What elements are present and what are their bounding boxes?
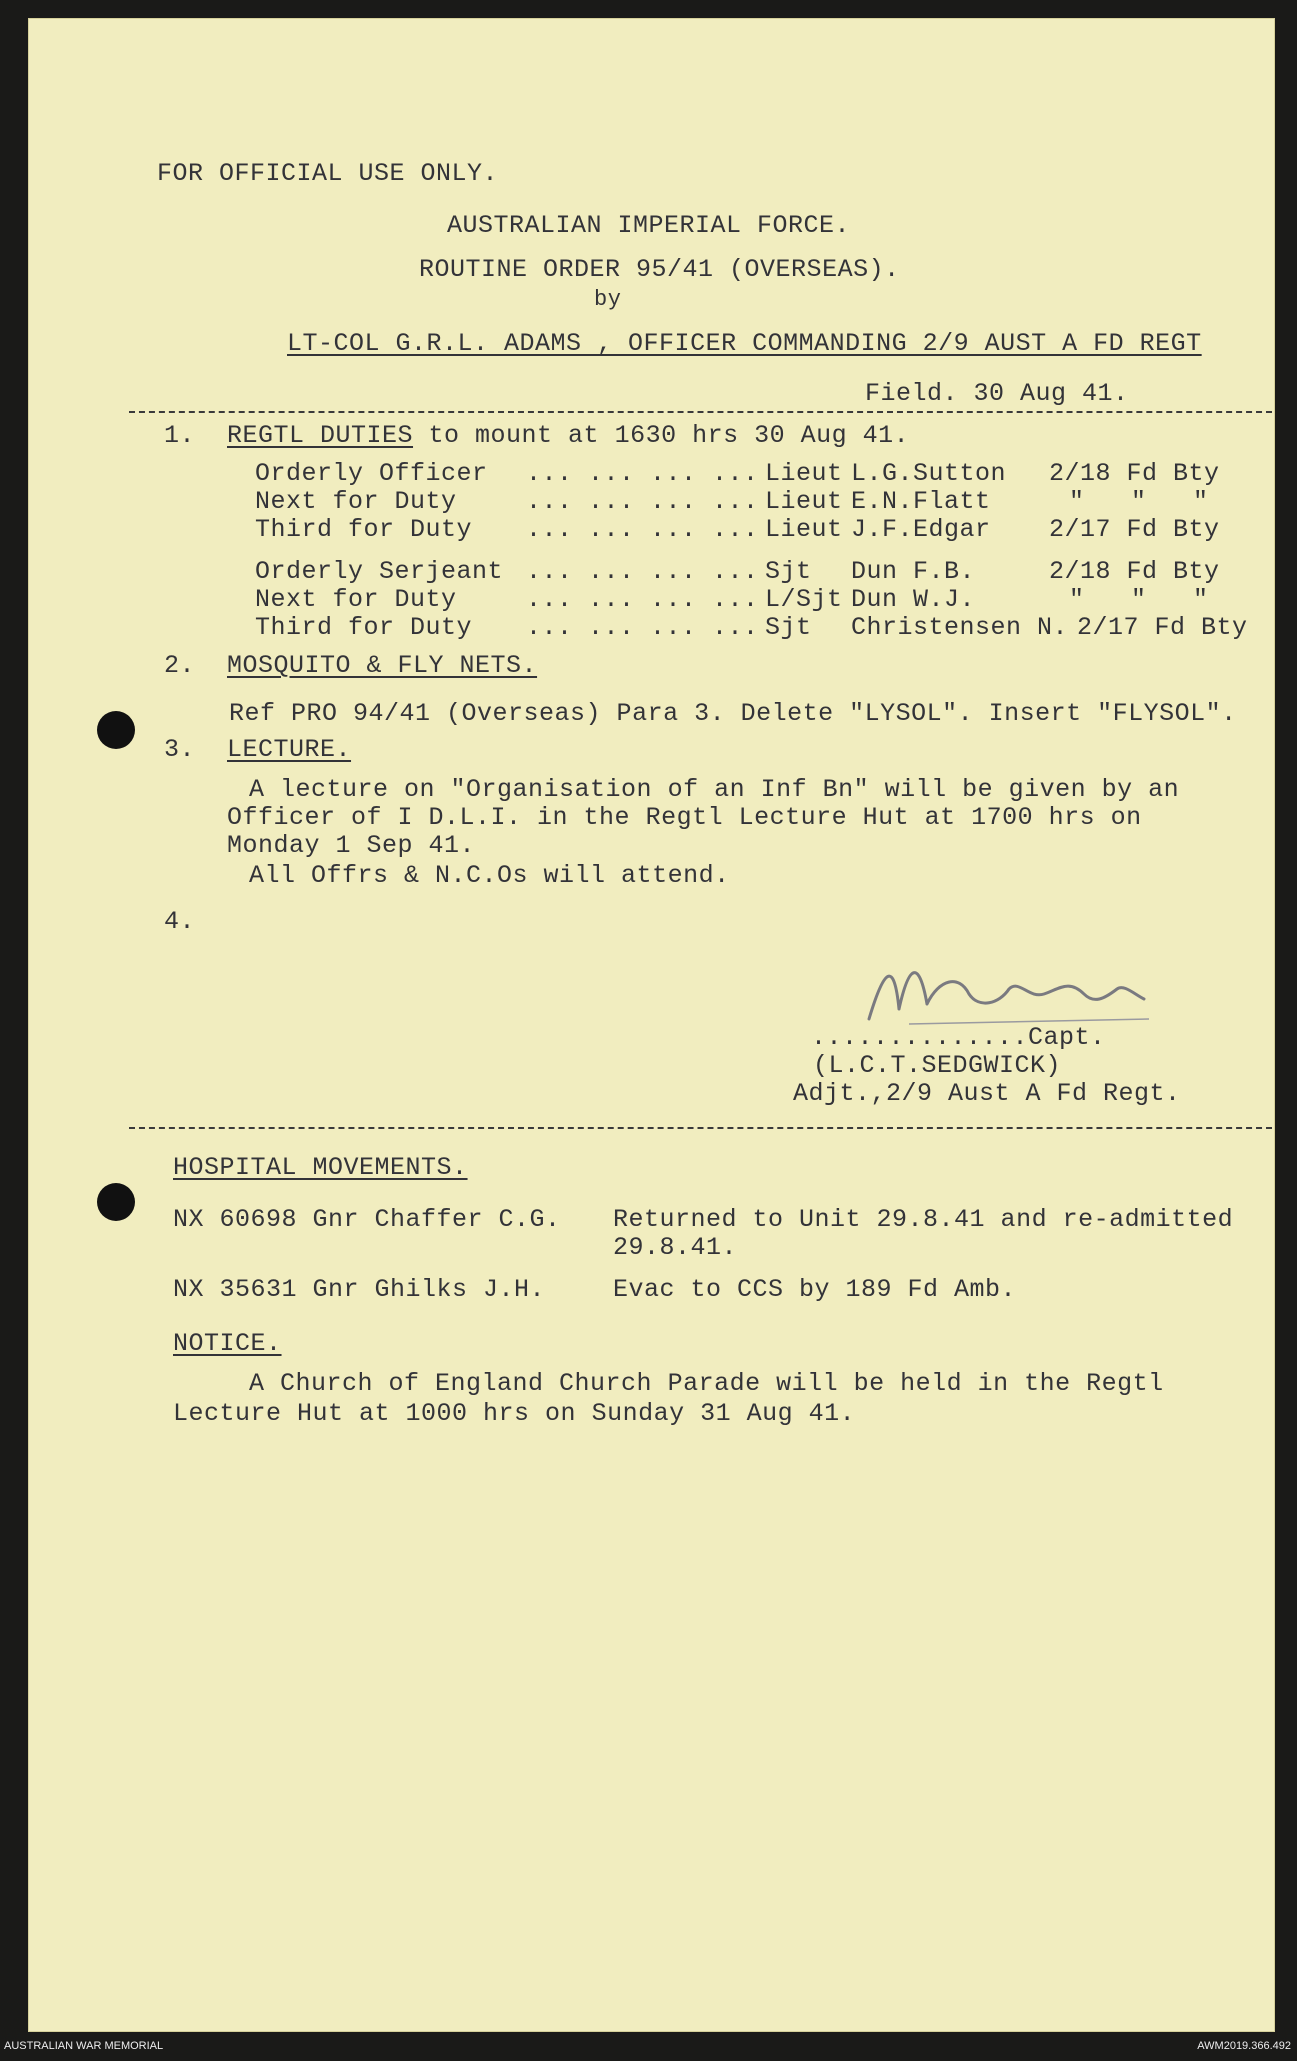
section-4-number: 4. xyxy=(164,907,196,936)
duty-unit: 2/18 Fd Bty xyxy=(1049,459,1220,488)
duty-role: Third for Duty xyxy=(255,613,473,642)
section-2-number: 2. xyxy=(164,651,196,680)
notice-line: A Church of England Church Parade will be held in the Regtl xyxy=(249,1369,1164,1398)
duty-dots: ... ... ... ... xyxy=(526,557,759,586)
duty-unit: 2/18 Fd Bty xyxy=(1049,557,1220,586)
duty-dots: ... ... ... ... xyxy=(526,487,759,516)
by-label: by xyxy=(594,287,622,312)
duty-unit: " " " xyxy=(1069,487,1209,516)
signatory-name: (L.C.T.SEDGWICK) xyxy=(813,1051,1062,1080)
officer-line: LT-COL G.R.L. ADAMS , OFFICER COMMANDING 2/9 AUST A FD REGT xyxy=(287,329,1202,358)
duty-dots: ... ... ... ... xyxy=(526,585,759,614)
duty-name: E.N.Flatt xyxy=(851,487,991,516)
duty-dots: ... ... ... ... xyxy=(526,459,759,488)
duty-dots: ... ... ... ... xyxy=(526,515,759,544)
section-2-body: Ref PRO 94/41 (Overseas) Para 3. Delete "LYSOL". Insert "FLYSOL". xyxy=(229,699,1237,728)
duty-rank: Sjt xyxy=(765,613,812,642)
duty-name: L.G.Sutton xyxy=(851,459,1007,488)
duty-name: Dun W.J. xyxy=(851,585,976,614)
divider xyxy=(129,1127,1272,1129)
duty-role: Next for Duty xyxy=(255,585,457,614)
duty-name: Dun F.B. xyxy=(851,557,976,586)
hospital-entry-action: Evac to CCS by 189 Fd Amb. xyxy=(613,1275,1017,1304)
order-heading: ROUTINE ORDER 95/41 (OVERSEAS). xyxy=(419,255,900,284)
hospital-entry-action: 29.8.41. xyxy=(613,1233,738,1262)
force-heading: AUSTRALIAN IMPERIAL FORCE. xyxy=(447,211,851,240)
duty-role: Orderly Officer xyxy=(255,459,488,488)
signature-dots: ..............Capt. xyxy=(811,1023,1106,1052)
section-1-number: 1. xyxy=(164,421,196,450)
section-2-title: MOSQUITO & FLY NETS. xyxy=(227,651,538,680)
section-3-line: Officer of I D.L.I. in the Regtl Lecture Hut at 1700 hrs on xyxy=(227,803,1142,832)
duty-name: J.F.Edgar xyxy=(851,515,991,544)
section-3-line: All Offrs & N.C.Os will attend. xyxy=(249,861,730,890)
punch-hole xyxy=(97,1183,135,1221)
footer-left: AUSTRALIAN WAR MEMORIAL xyxy=(4,2040,164,2052)
divider xyxy=(129,411,1272,413)
hospital-heading: HOSPITAL MOVEMENTS. xyxy=(173,1153,468,1182)
section-3-number: 3. xyxy=(164,735,196,764)
duty-unit: 2/17 Fd Bty xyxy=(1049,515,1220,544)
duty-name: Christensen N. xyxy=(851,613,1069,642)
section-1-title-suffix: to mount at 1630 hrs 30 Aug 41. xyxy=(413,421,910,450)
punch-hole xyxy=(97,711,135,749)
duty-dots: ... ... ... ... xyxy=(526,613,759,642)
duty-rank: Lieut xyxy=(765,459,843,488)
section-1-heading xyxy=(227,421,909,450)
section-3-title: LECTURE. xyxy=(227,735,352,764)
classification: FOR OFFICIAL USE ONLY. xyxy=(157,159,499,188)
section-1-title: REGTL DUTIES xyxy=(227,421,414,450)
duty-rank: L/Sjt xyxy=(765,585,843,614)
duty-role: Next for Duty xyxy=(255,487,457,516)
document-page xyxy=(28,18,1275,2032)
hospital-entry-action: Returned to Unit 29.8.41 and re-admitted xyxy=(613,1205,1234,1234)
duty-unit: " " " xyxy=(1069,585,1209,614)
place-date: Field. 30 Aug 41. xyxy=(865,379,1129,408)
duty-rank: Sjt xyxy=(765,557,812,586)
section-3-line: Monday 1 Sep 41. xyxy=(227,831,476,860)
hospital-entry-id: NX 35631 Gnr Ghilks J.H. xyxy=(173,1275,546,1304)
notice-line: Lecture Hut at 1000 hrs on Sunday 31 Aug 41. xyxy=(173,1399,856,1428)
section-3-line: A lecture on "Organisation of an Inf Bn" will be given by an xyxy=(249,775,1180,804)
hospital-entry-id: NX 60698 Gnr Chaffer C.G. xyxy=(173,1205,561,1234)
signatory-title: Adjt.,2/9 Aust A Fd Regt. xyxy=(793,1079,1181,1108)
duty-rank: Lieut xyxy=(765,487,843,516)
duty-rank: Lieut xyxy=(765,515,843,544)
duty-unit: 2/17 Fd Bty xyxy=(1077,613,1248,642)
footer-right: AWM2019.366.492 xyxy=(1197,2040,1291,2052)
duty-role: Third for Duty xyxy=(255,515,473,544)
duty-role: Orderly Serjeant xyxy=(255,557,504,586)
notice-heading: NOTICE. xyxy=(173,1329,282,1358)
